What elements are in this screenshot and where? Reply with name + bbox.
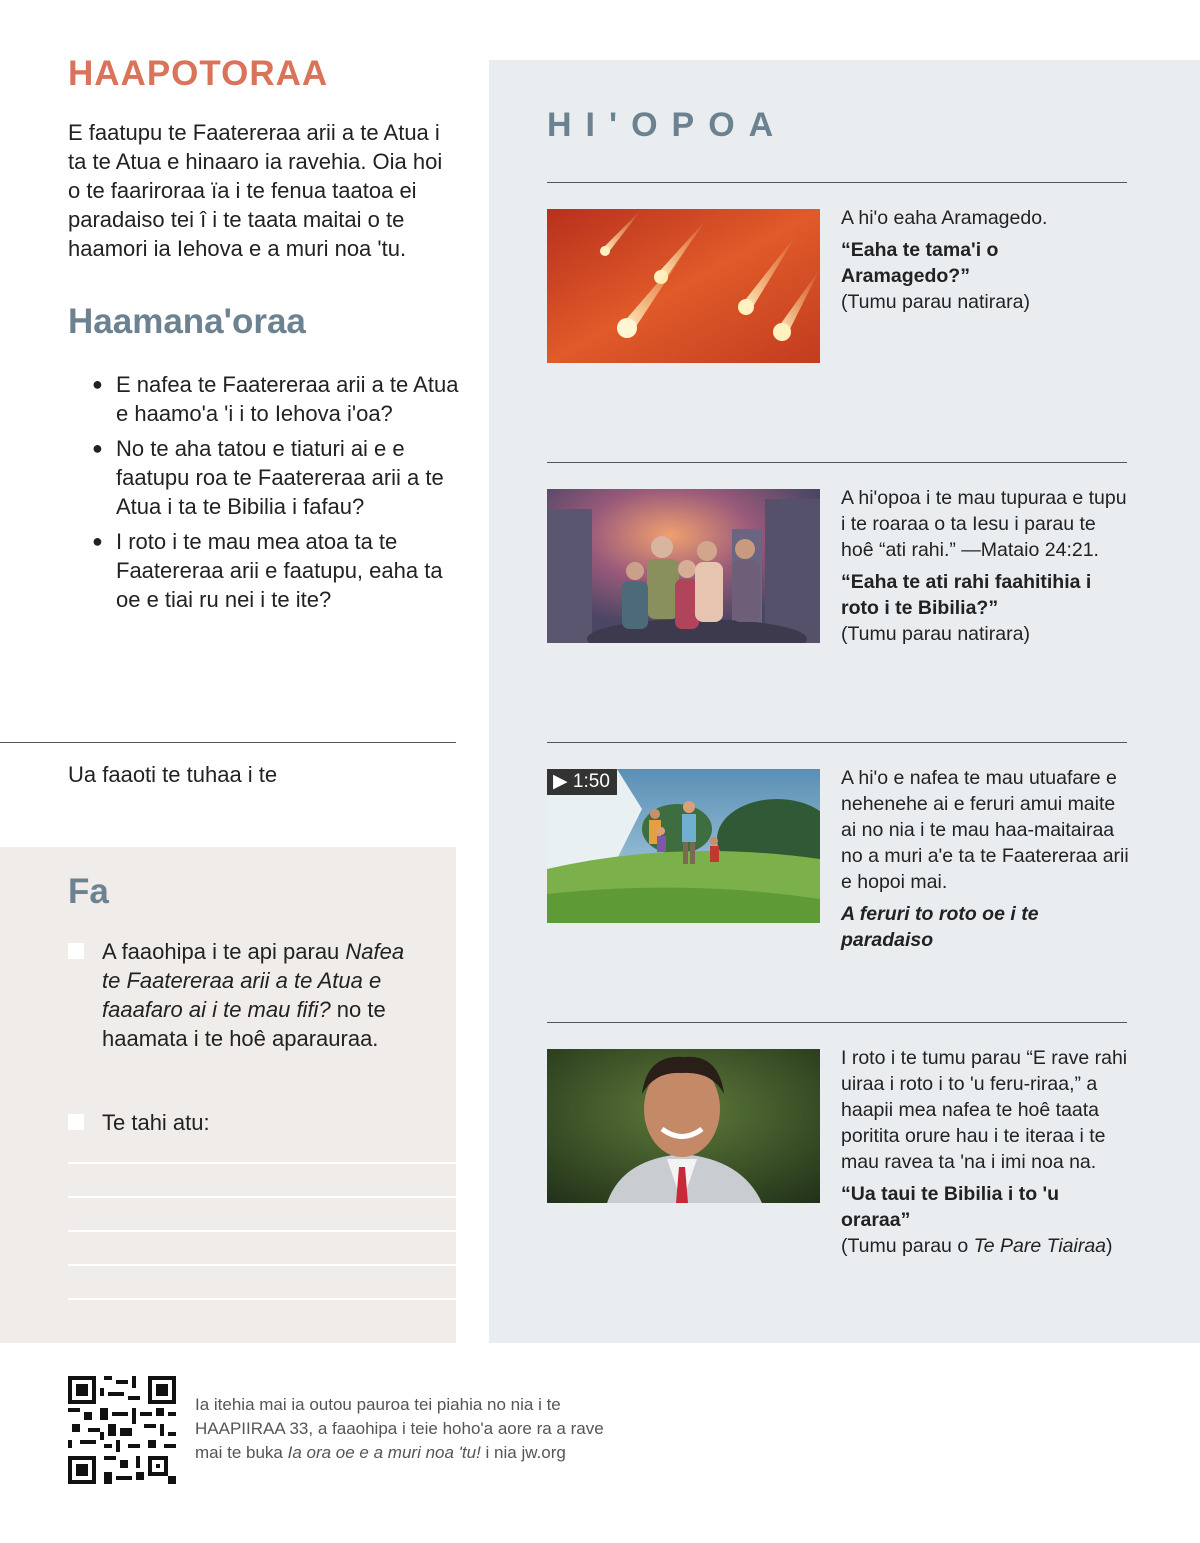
play-icon: ▶: [553, 771, 568, 792]
article-link[interactable]: “Ua taui te Bibilia i to 'u oraraa”: [841, 1183, 1060, 1231]
explore-item-text: I roto i te tumu parau “E rave rahi uiraa i roto i to 'u feru-riraa,” a haapii mea nafea te hoê taata poritita orure hau i te iteraa i te mau ravea ta 'na i imi noa na. “Ua taui te Bibilia i to 'u oraraa” (Tumu parau o Te Pare Tiairaa): [841, 1045, 1131, 1259]
review-item: ● No te aha tatou e tiaturi ai e e faatupu roa te Faatereraa arii a te Atua i ta te Bibilia i fafau?: [92, 436, 444, 519]
writing-line: [68, 1264, 456, 1266]
explore-item-text: A hi'o e nafea te mau utuafare e nehenehe ai e feruri amui maite ai no nia i te mau haa-maitairaa no a muri a'e ta te Faatereraa arii e hopoi mai. A feruri to roto oe i te paradaiso: [841, 765, 1131, 953]
footer-note: Ia itehia mai ia outou pauroa tei piahia no nia i te HAAPIIRAA 33, a faaohipa i teie hoho'a aore ra a rave mai te buka Ia ora oe e a muri noa 'tu! i nia jw.org: [195, 1395, 604, 1462]
writing-line: [68, 1230, 456, 1232]
family-city-image[interactable]: [547, 489, 820, 643]
summary-body: E faatupu te Faatereraa arii a te Atua i ta te Atua e hinaaro ia ravehia. Oia hoi o te faariroraa ïa i te fenua taatoa ei paradaiso tei î i te taata maitai o te haamori ia Iehova e a muri noa 'tu.: [68, 120, 443, 261]
explore-title: HI'OPOA: [547, 106, 788, 144]
article-link[interactable]: “Eaha te tama'i o Aramagedo?”: [841, 239, 999, 287]
divider: [547, 462, 1127, 463]
writing-line: [68, 1298, 456, 1300]
completed-label: Ua faaoti te tuhaa i te: [68, 762, 278, 787]
divider: [547, 1022, 1127, 1023]
writing-line: [68, 1196, 456, 1198]
portrait-image[interactable]: [547, 1049, 820, 1203]
meteor-image[interactable]: [547, 209, 820, 363]
goal-item: [68, 1108, 418, 1137]
review-item: ● I roto i te mau mea atoa ta te Faatereraa arii e faatupu, eaha ta oe e tiai ru nei i te ite?: [92, 529, 443, 612]
bullet-icon: ●: [92, 531, 103, 551]
goal-item-text: A faaohipa i te api parau Nafea te Faatereraa arii a te Atua e faaafaro ai i te mau fifi? no te haamata i te hoê aparauraa.: [102, 939, 405, 1051]
review-title: Haamana'oraa: [68, 302, 306, 341]
article-link[interactable]: “Eaha te ati rahi faahitihia i roto i te Bibilia?”: [841, 571, 1092, 619]
explore-item-text: A hi'opoa i te mau tupuraa e tupu i te roaraa o ta Iesu i parau te hoê “ati rahi.” —Mataio 24:21. “Eaha te ati rahi faahitihia i roto i te Bibilia?” (Tumu parau natirara): [841, 485, 1131, 647]
goal-panel: [0, 847, 456, 1343]
checkbox[interactable]: [68, 1114, 84, 1130]
video-thumbnail[interactable]: [547, 769, 820, 923]
writing-line: [68, 1162, 456, 1164]
goal-item: [68, 937, 418, 1053]
divider: [547, 182, 1127, 183]
divider: [547, 742, 1127, 743]
checkbox[interactable]: [68, 943, 84, 959]
qr-code[interactable]: [68, 1376, 176, 1484]
goal-item-text: Te tahi atu:: [102, 1110, 210, 1135]
goal-title: Fa: [68, 872, 109, 911]
divider: [0, 742, 456, 743]
video-link[interactable]: A feruri to roto oe i te paradaiso: [841, 903, 1039, 951]
bullet-icon: ●: [92, 438, 103, 458]
review-list: [92, 370, 462, 620]
bullet-icon: ●: [92, 374, 103, 394]
video-duration-badge: ▶ 1:50: [547, 769, 617, 795]
summary-title: HAAPOTORAA: [68, 54, 329, 93]
review-item: ● E nafea te Faatereraa arii a te Atua e haamo'a 'i i to Iehova i'oa?: [92, 372, 459, 426]
explore-item-text: A hi'o eaha Aramagedo. “Eaha te tama'i o Aramagedo?” (Tumu parau natirara): [841, 205, 1131, 315]
